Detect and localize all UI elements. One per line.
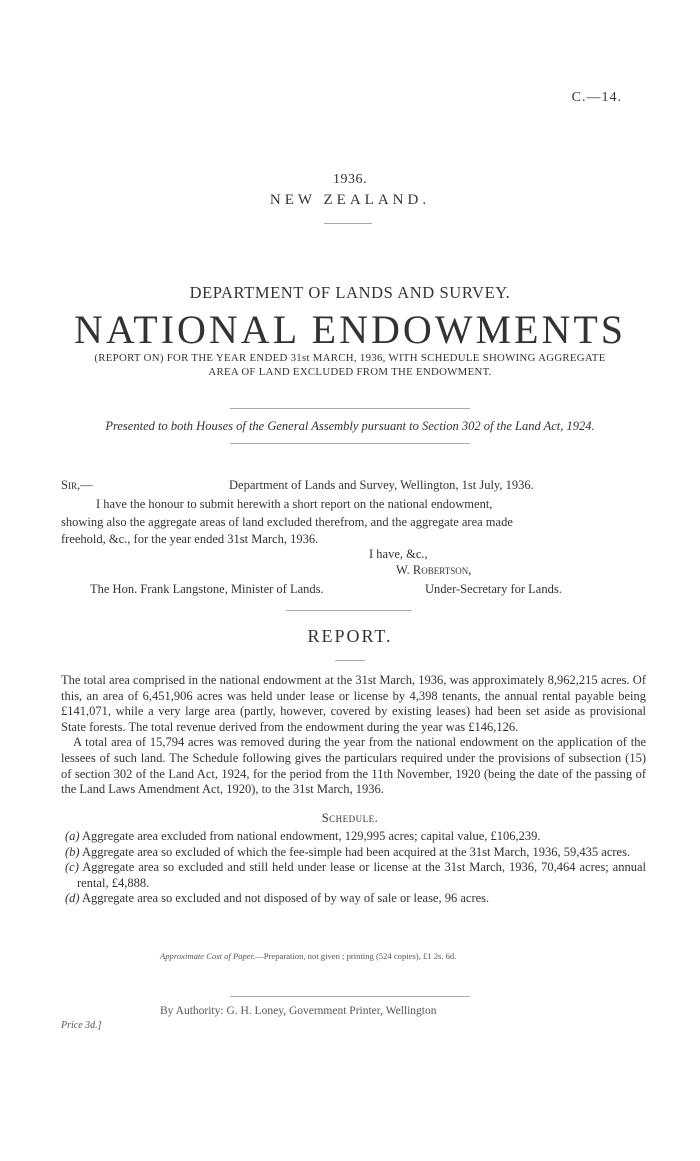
report-heading: REPORT. bbox=[307, 626, 393, 646]
doc-number: C.—14. bbox=[571, 90, 622, 105]
letter-salutation: Sir,— bbox=[61, 478, 93, 492]
letter-body-line-1: I have the honour to submit herewith a short report on the national endowment, bbox=[96, 497, 493, 511]
schedule-list bbox=[61, 829, 646, 907]
divider-4 bbox=[286, 610, 412, 611]
divider-6 bbox=[230, 996, 470, 997]
letter-body-line-2: showing also the aggregate areas of land excluded therefrom, and the aggregate area made bbox=[61, 515, 513, 529]
presented-note: Presented to both Houses of the General Assembly pursuant to Section 302 of the Land Act, 1924. bbox=[105, 419, 595, 433]
letter-body-line-3: freehold, &c., for the year ended 31st March, 1936. bbox=[61, 532, 319, 546]
schedule-item-label: (c) bbox=[65, 860, 79, 875]
schedule-item-label: (d) bbox=[65, 891, 80, 906]
subtitle-line-2: AREA OF LAND EXCLUDED FROM THE ENDOWMENT. bbox=[208, 366, 492, 378]
cost-label: Approximate Cost of Paper. bbox=[160, 951, 256, 961]
divider-3 bbox=[230, 443, 470, 444]
report-title: NATIONAL ENDOWMENTS bbox=[73, 307, 627, 352]
schedule-item-a bbox=[61, 829, 646, 845]
price-note: Price 3d.] bbox=[61, 1020, 102, 1031]
schedule-item-c bbox=[61, 860, 646, 891]
divider-1 bbox=[324, 223, 372, 224]
schedule-item-text: Aggregate area excluded from national endowment, 129,995 acres; capital value, £106,239. bbox=[82, 829, 541, 843]
country: NEW ZEALAND. bbox=[269, 192, 431, 208]
report-paragraph-2: A total area of 15,794 acres was removed during the year from the national endowment on the application of the lessees of such land. The Schedule following gives the particulars required under the provisions of subsection (15) of section 302 of the Land Act, 1924, for the period from the 11th November, 1920 (being the date of the passing of the Land Laws Amendment Act, 1920), to the 31st March, 1936. bbox=[61, 735, 646, 797]
schedule-item-d bbox=[61, 891, 646, 907]
schedule-item-text: Aggregate area so excluded and not disposed of by way of sale or lease, 96 acres. bbox=[82, 891, 490, 906]
letter-closing: I have, &c., bbox=[369, 547, 428, 561]
cost-text: —Preparation, not given ; printing (524 copies), £1 2s. 6d. bbox=[255, 951, 457, 961]
year: 1936. bbox=[333, 172, 367, 187]
schedule-item-b bbox=[61, 845, 646, 861]
department: DEPARTMENT OF LANDS AND SURVEY. bbox=[189, 283, 511, 302]
divider-2 bbox=[230, 408, 470, 409]
schedule-item-label: (b) bbox=[65, 844, 80, 859]
letter-dateline: Department of Lands and Survey, Wellington, 1st July, 1936. bbox=[229, 478, 534, 492]
subtitle-line-1: (REPORT ON) FOR THE YEAR ENDED 31st MARCH, 1936, WITH SCHEDULE SHOWING AGGREGATE bbox=[94, 352, 606, 364]
report-paragraph-1: The total area comprised in the national endowment at the 31st March, 1936, was approximately 8,962,215 acres. Of this, an area of 6,451,906 acres was held under lease or license by 4,398 tenants, the annual rental payable being £141,071, while a very large area (partly, however, covered by existing leases) had been set aside as provisional State forests. The total revenue derived from the endowment during the year was £146,126. bbox=[61, 673, 646, 734]
letter-addressee: The Hon. Frank Langstone, Minister of Lands. bbox=[90, 582, 324, 596]
schedule-item-text: Aggregate area so excluded of which the fee-simple had been acquired at the 31st March, 1936, 59,435 acres. bbox=[82, 844, 631, 859]
report-body bbox=[61, 673, 646, 798]
authority-line: By Authority: G. H. Loney, Government Printer, Wellington bbox=[160, 1005, 437, 1017]
letter-signature: W. Robertson, bbox=[396, 563, 472, 577]
schedule-item-label: (a) bbox=[65, 829, 80, 843]
schedule-heading: Schedule. bbox=[321, 811, 379, 825]
divider-5 bbox=[335, 660, 365, 661]
letter-signer-title: Under-Secretary for Lands. bbox=[425, 582, 562, 596]
schedule-item-text: Aggregate area so excluded and still held under lease or license at the 31st March, 1936, 70,464 acres; annual rental, £4,888. bbox=[77, 860, 646, 890]
cost-note bbox=[160, 951, 456, 961]
